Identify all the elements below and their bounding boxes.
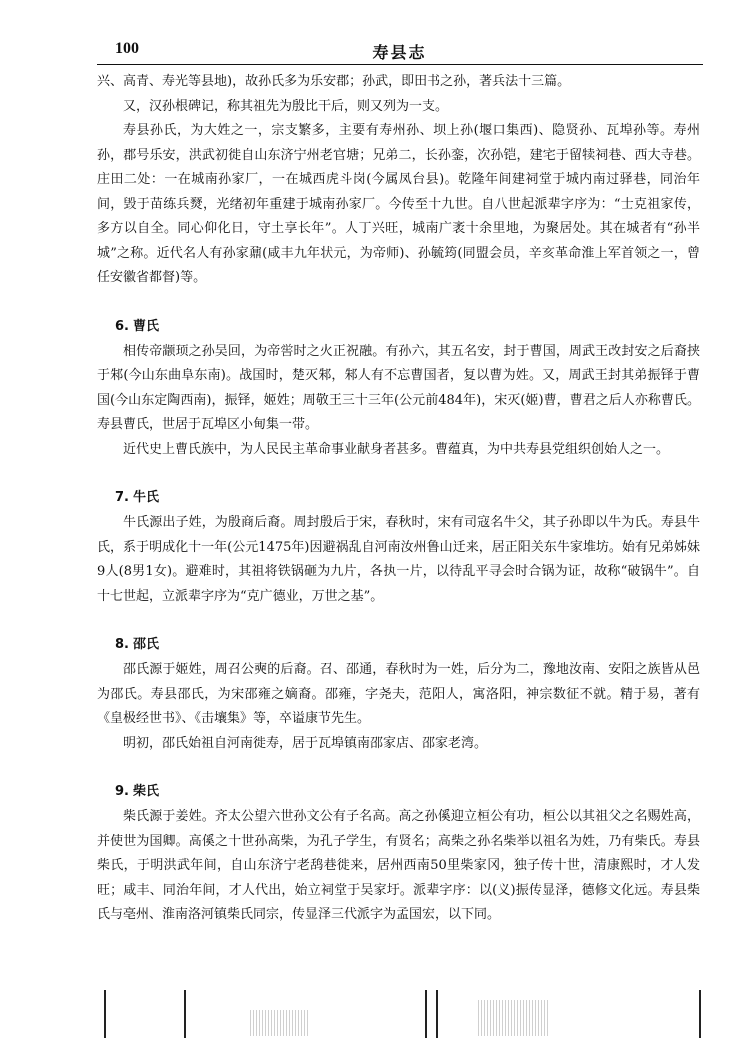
section-heading-niu (97, 487, 700, 509)
paragraph-cao-modern: 近代史上曹氏族中，为人民民主革命事业献身者甚多。曹蕴真，为中共寿县党组织创始人之一。 (123, 441, 670, 457)
running-title: 寿县志 (372, 43, 427, 62)
paragraph-cao-origin: 相传帝颛顼之孙吴回，为帝喾时之火正祝融。有孙六，其五名安，封于曹国，周武王改封安之后裔挟于邾(今山东曲阜东南)。战国时，楚灭邾，邾人有不忘曹国者，复以曹为姓。又，周武王封其弟振铎于曹国(今山东定陶西南)，振铎，姬姓；周敬王三十三年(公元前484年)，宋灭(姬)曹，曹君之后人亦称曹氏。寿县曹氏，世居于瓦埠区小甸集一带。 (97, 343, 700, 432)
page-header (97, 40, 702, 62)
header-rule (97, 64, 703, 65)
paragraph-shao-ming: 明初，邵氏始祖自河南徙寿，居于瓦埠镇南邵家店、邵家老湾。 (123, 735, 488, 751)
section-name: 牛氏 (132, 490, 159, 505)
scan-edge-line (184, 990, 186, 1038)
scan-edge-line (699, 990, 701, 1038)
page-number: 100 (115, 40, 139, 57)
scan-edge-line (436, 990, 438, 1038)
section-heading-cao (97, 316, 700, 338)
scan-noise (478, 1000, 548, 1036)
section-number: 6. (115, 318, 129, 334)
section-name: 曹氏 (132, 318, 159, 334)
scan-artifacts (0, 990, 747, 1046)
section-number: 8. (115, 637, 129, 652)
section-number: 9. (115, 784, 129, 799)
page-body (97, 70, 700, 928)
paragraph-shao-origin: 邵氏源于姬姓，周召公奭的后裔。召、邵通，春秋时为一姓，后分为二，豫地汝南、安阳之族皆从邑为邵氏。寿县邵氏，为宋邵雍之嫡裔。邵雍，字尧夫，范阳人，寓洛阳，神宗数征不就。精于易，著有《皇极经世书》、《击壤集》等，卒谥康节先生。 (97, 662, 700, 726)
paragraph-continued: 兴、高青、寿光等县地)，故孙氏多为乐安郡；孙武，即田书之孙，著兵法十三篇。 (97, 74, 571, 89)
scan-edge-line (104, 990, 106, 1038)
scan-noise (250, 1010, 310, 1036)
section-number: 7. (115, 490, 129, 505)
paragraph-chai-origin: 柴氏源于姜姓。齐太公望六世孙文公有子名高。高之孙傒迎立桓公有功，桓公以其祖父之名赐姓高，并使世为国卿。高傒之十世孙高柴，为孔子学生，有贤名；高柴之孙名柴举以祖名为姓，乃有柴氏。寿县柴氏，于明洪武年间，自山东济宁老鸹巷徙来，居州西南50里柴家冈，独子传十世，清康熙时，才人发旺；咸丰、同治年间，才人代出，始立祠堂于吴家圩。派辈字序：以(义)振传显泽，德修文化远。寿县柴氏与亳州、淮南洛河镇柴氏同宗，传显泽三代派字为孟国宏，以下同。 (97, 809, 700, 922)
section-heading-chai (97, 781, 700, 803)
paragraph-sun-stele: 又，汉孙根碑记，称其祖先为殷比干后，则又列为一支。 (123, 98, 449, 114)
section-heading-shao (97, 634, 700, 656)
paragraph-shouxian-sun: 寿县孙氏，为大姓之一，宗支繁多，主要有寿州孙、坝上孙(堰口集西)、隐贤孙、瓦埠孙等。寿州孙，郡号乐安，洪武初徙自山东济宁州老官塘；兄弟二，长孙銮，次孙铠，建宅于留犊祠巷、西大寺巷。庄田二处：一在城南孙家厂，一在城西虎斗岗(今属凤台县)。乾隆年间建祠堂于城内南过驿巷，同治年间，毁于苗练兵燹，光绪初年重建于城南孙家厂。今传至十九世。自八世起派辈字序为：“士克祖家传，多方以自全。同心仰化日，守土享长年”。人丁兴旺，城南广袤十余里地，为聚居处。其在城者有“孙半城”之称。近代名人有孙家鼐(咸丰九年状元，为帝师)、孙毓筠(同盟会员，辛亥革命淮上军首领之一，曾任安徽省都督)等。 (97, 123, 700, 285)
section-name: 柴氏 (132, 784, 159, 799)
section-name: 邵氏 (132, 637, 159, 652)
scan-edge-line (425, 990, 427, 1038)
paragraph-niu-origin: 牛氏源出子姓，为殷商后裔。周封殷后于宋，春秋时，宋有司寇名牛父，其子孙即以牛为氏。寿县牛氏，系于明成化十一年(公元1475年)因避祸乱自河南汝州鲁山迁来，居正阳关东牛家堆坊。始有兄弟姊妹9人(8男1女)。避难时，其祖将铁锅砸为九片，各执一片，以待乱平寻会时合锅为证，故称“破锅牛”。自十七世起，立派辈字序为“克广德业，万世之基”。 (97, 515, 700, 604)
